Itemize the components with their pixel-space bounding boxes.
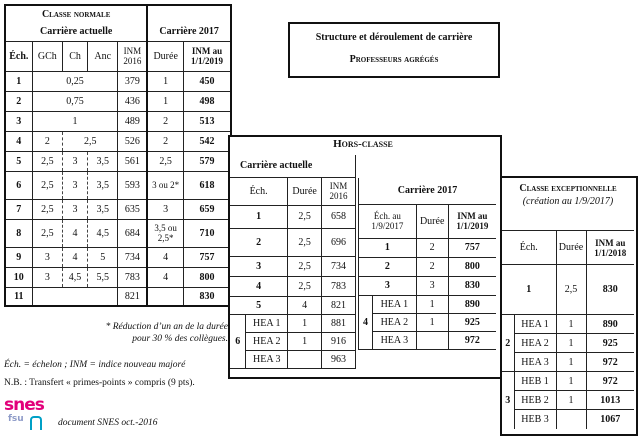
inm-cell: 1067 bbox=[586, 410, 634, 429]
ech-cell: 3 bbox=[359, 276, 417, 295]
duree-cell: 1 bbox=[556, 372, 586, 391]
table-row bbox=[502, 410, 634, 429]
col-inm2019: INM au 1/1/2019 bbox=[184, 41, 232, 71]
inm2019-cell: 757 bbox=[184, 247, 232, 267]
ech-cell: 4 bbox=[5, 131, 32, 151]
hc-col-ech: Éch. bbox=[230, 177, 288, 205]
table-row bbox=[230, 228, 356, 256]
ch-cell: 4 bbox=[63, 247, 88, 267]
ech-cell: HEA 2 bbox=[246, 332, 288, 350]
ech-cell: 6 bbox=[5, 171, 32, 199]
inm-cell: 830 bbox=[448, 276, 496, 295]
inm2016-cell: 734 bbox=[118, 247, 147, 267]
ech-cell: HEA 3 bbox=[514, 353, 556, 372]
ech-cell: 1 bbox=[502, 265, 556, 315]
ech-cell: HEA 1 bbox=[514, 315, 556, 334]
duree-cell: 2 bbox=[416, 257, 448, 276]
carriere-actuelle-label: Carrière actuelle bbox=[5, 23, 147, 41]
gch-cell: 2 bbox=[32, 131, 63, 151]
inm-cell: 963 bbox=[322, 350, 356, 368]
classe-exceptionnelle-title: Classe exceptionnelle bbox=[519, 183, 617, 194]
ech-cell: 5 bbox=[5, 151, 32, 171]
inm-cell: 783 bbox=[322, 276, 356, 296]
source-note: document SNES oct.-2016 bbox=[58, 418, 158, 428]
hc-col-duree: Durée bbox=[288, 177, 322, 205]
ech-cell: 1 bbox=[359, 238, 417, 257]
group-cell: 3 bbox=[502, 372, 514, 429]
transfert-note: N.B. : Transfert « primes-points » compris (9 pts). bbox=[4, 378, 195, 388]
table-row bbox=[359, 238, 497, 257]
inm-cell: 696 bbox=[322, 228, 356, 256]
table-row bbox=[230, 350, 356, 368]
inm2019-cell: 513 bbox=[184, 111, 232, 131]
col-inm2016: INM 2016 bbox=[118, 41, 147, 71]
inm-cell: 972 bbox=[586, 372, 634, 391]
hc-col-inm2019: INM au 1/1/2019 bbox=[448, 204, 496, 238]
duree-cell: 4 bbox=[288, 296, 322, 314]
table-row bbox=[5, 71, 231, 91]
table-row bbox=[359, 276, 497, 295]
ech-cell: 4 bbox=[230, 276, 288, 296]
gch-cell: 2,5 bbox=[32, 199, 63, 219]
inm2016-cell: 684 bbox=[118, 219, 147, 247]
duree-cell: 3 bbox=[147, 199, 183, 219]
classe-exceptionnelle-subtitle: (création au 1/9/2017) bbox=[522, 196, 614, 207]
ch-cell: 4 bbox=[63, 219, 88, 247]
inm-cell: 800 bbox=[448, 257, 496, 276]
ech-cell: 2 bbox=[230, 228, 288, 256]
inm2019-cell: 800 bbox=[184, 267, 232, 287]
inm2016-cell: 561 bbox=[118, 151, 147, 171]
table-row bbox=[230, 332, 356, 350]
anc-cell: 3,5 bbox=[87, 199, 118, 219]
table-row bbox=[502, 315, 634, 334]
classe-normale-title: Classe normale bbox=[5, 5, 147, 23]
gch-cell: 1 bbox=[32, 111, 118, 131]
anc-cell: 5,5 bbox=[87, 267, 118, 287]
col-gch: GCh bbox=[32, 41, 63, 71]
table-row bbox=[502, 372, 634, 391]
reduction-note-line1: * Réduction d’un an de la durée bbox=[105, 322, 228, 332]
group-cell: 4 bbox=[359, 295, 373, 349]
duree-cell: 3 bbox=[416, 276, 448, 295]
duree-cell: 1 bbox=[288, 332, 322, 350]
hc-col-ech-2017: Éch. au 1/9/2017 bbox=[359, 204, 417, 238]
table-row bbox=[502, 391, 634, 410]
snes-logo-text: snes bbox=[4, 395, 44, 415]
ech-cell: 3 bbox=[5, 111, 32, 131]
inm2016-cell: 379 bbox=[118, 71, 147, 91]
inm-cell: 734 bbox=[322, 256, 356, 276]
inm-cell: 972 bbox=[448, 331, 496, 349]
ech-cell: 2 bbox=[359, 257, 417, 276]
inm2019-cell: 579 bbox=[184, 151, 232, 171]
anc-cell: 3,5 bbox=[87, 151, 118, 171]
definitions-note: Éch. = échelon ; INM = indice nouveau majoré bbox=[4, 360, 186, 370]
table-row bbox=[5, 199, 231, 219]
table-row bbox=[230, 296, 356, 314]
table-row bbox=[5, 219, 231, 247]
duree-cell: 4 bbox=[147, 267, 183, 287]
inm-cell: 757 bbox=[448, 238, 496, 257]
table-row bbox=[230, 256, 356, 276]
inm-cell: 830 bbox=[586, 265, 634, 315]
document-subtitle: Professeurs agrégés bbox=[349, 54, 439, 65]
ech-cell: 10 bbox=[5, 267, 32, 287]
ech-cell: HEA 2 bbox=[372, 313, 416, 331]
hors-classe-2017-table bbox=[358, 178, 496, 350]
table-row bbox=[5, 111, 231, 131]
classe-normale-table bbox=[4, 4, 232, 307]
table-row bbox=[502, 265, 634, 315]
inm2019-cell: 659 bbox=[184, 199, 232, 219]
gch-cell: 0,75 bbox=[32, 91, 118, 111]
duree-cell: 2,5 bbox=[147, 151, 183, 171]
table-row bbox=[230, 276, 356, 296]
group-cell: 2 bbox=[502, 315, 514, 372]
table-row bbox=[230, 205, 356, 228]
inm-cell: 821 bbox=[322, 296, 356, 314]
ech-cell: 9 bbox=[5, 247, 32, 267]
ech-cell: 1 bbox=[5, 71, 32, 91]
inm-cell: 890 bbox=[586, 315, 634, 334]
duree-cell: 2,5 bbox=[288, 276, 322, 296]
table-row bbox=[359, 295, 497, 313]
duree-cell: 1 bbox=[416, 313, 448, 331]
inm-cell: 916 bbox=[322, 332, 356, 350]
ech-cell: 7 bbox=[5, 199, 32, 219]
anc-cell: 3,5 bbox=[87, 171, 118, 199]
ch-cell: 2,5 bbox=[63, 131, 118, 151]
inm2016-cell: 436 bbox=[118, 91, 147, 111]
duree-cell: 2,5 bbox=[556, 265, 586, 315]
hc-col-inm2016: INM 2016 bbox=[322, 177, 356, 205]
table-row bbox=[502, 334, 634, 353]
anc-cell: 4,5 bbox=[87, 219, 118, 247]
gch-cell: 2,5 bbox=[32, 151, 63, 171]
table-row bbox=[5, 267, 231, 287]
inm2016-cell: 593 bbox=[118, 171, 147, 199]
inm2016-cell: 635 bbox=[118, 199, 147, 219]
inm2019-cell: 450 bbox=[184, 71, 232, 91]
ch-cell: 3 bbox=[63, 151, 88, 171]
duree-cell: 4 bbox=[147, 247, 183, 267]
hors-classe-actuelle-table bbox=[230, 155, 356, 369]
hc-carriere-actuelle-label: Carrière actuelle bbox=[230, 155, 356, 177]
col-ch: Ch bbox=[63, 41, 88, 71]
ech-cell: 3 bbox=[230, 256, 288, 276]
ech-cell: 2 bbox=[5, 91, 32, 111]
table-row bbox=[5, 151, 231, 171]
inm-cell: 972 bbox=[586, 353, 634, 372]
col-ech: Éch. bbox=[5, 41, 32, 71]
duree-cell: 2,5 bbox=[288, 205, 322, 228]
duree-cell: 1 bbox=[288, 314, 322, 332]
duree-cell: 1 bbox=[556, 315, 586, 334]
fsu-logo-text: fsu bbox=[8, 414, 24, 424]
table-row bbox=[359, 313, 497, 331]
carriere-2017-label: Carrière 2017 bbox=[147, 23, 231, 41]
gch-cell: 2,5 bbox=[32, 171, 63, 199]
document-title: Structure et déroulement de carrière bbox=[315, 32, 473, 43]
gch-cell: 0,25 bbox=[32, 71, 118, 91]
anc-cell: 5 bbox=[87, 247, 118, 267]
duree-cell: 1 bbox=[556, 391, 586, 410]
table-row bbox=[359, 257, 497, 276]
duree-cell: 1 bbox=[556, 334, 586, 353]
inm2019-cell: 710 bbox=[184, 219, 232, 247]
reduction-note-line2: pour 30 % des collègues. bbox=[132, 334, 228, 344]
group-cell: 6 bbox=[230, 314, 246, 368]
ch-cell: 3 bbox=[63, 199, 88, 219]
ce-col-inm2018: INM au 1/1/2018 bbox=[586, 231, 634, 265]
duree-cell: 2,5 bbox=[288, 256, 322, 276]
ech-cell: HEA 3 bbox=[372, 331, 416, 349]
table-row bbox=[5, 131, 231, 151]
ech-cell: HEB 2 bbox=[514, 391, 556, 410]
ech-cell: 1 bbox=[230, 205, 288, 228]
inm-cell: 925 bbox=[586, 334, 634, 353]
col-duree: Durée bbox=[147, 41, 183, 71]
duree-cell: 2 bbox=[147, 111, 183, 131]
duree-cell: 1 bbox=[416, 295, 448, 313]
inm2016-cell: 526 bbox=[118, 131, 147, 151]
hc-carriere-2017-label: Carrière 2017 bbox=[359, 178, 497, 204]
inm-cell: 925 bbox=[448, 313, 496, 331]
ech-cell: HEA 2 bbox=[514, 334, 556, 353]
inm2019-cell: 542 bbox=[184, 131, 232, 151]
duree-cell: 1 bbox=[147, 71, 183, 91]
ch-cell: 3 bbox=[63, 171, 88, 199]
inm2016-cell: 821 bbox=[118, 287, 147, 306]
inm2016-cell: 783 bbox=[118, 267, 147, 287]
duree-cell: 2 bbox=[147, 131, 183, 151]
hc-col-duree-2017: Durée bbox=[416, 204, 448, 238]
table-row bbox=[5, 171, 231, 199]
ech-cell: HEA 3 bbox=[246, 350, 288, 368]
hors-classe-title: Hors-classe bbox=[333, 138, 393, 150]
duree-cell: 3 ou 2* bbox=[147, 171, 183, 199]
table-row bbox=[5, 91, 231, 111]
inm-cell: 890 bbox=[448, 295, 496, 313]
ech-cell: HEA 1 bbox=[372, 295, 416, 313]
inm2016-cell: 489 bbox=[118, 111, 147, 131]
gch-cell: 3 bbox=[32, 247, 63, 267]
table-row bbox=[5, 287, 231, 306]
ech-cell: HEB 1 bbox=[514, 372, 556, 391]
ech-cell: 5 bbox=[230, 296, 288, 314]
inm2019-cell: 498 bbox=[184, 91, 232, 111]
gch-cell: 2,5 bbox=[32, 219, 63, 247]
ech-cell: HEA 1 bbox=[246, 314, 288, 332]
inm-cell: 658 bbox=[322, 205, 356, 228]
inm2019-cell: 618 bbox=[184, 171, 232, 199]
table-row bbox=[502, 353, 634, 372]
duree-cell: 3,5 ou 2,5* bbox=[147, 219, 183, 247]
inm-cell: 1013 bbox=[586, 391, 634, 410]
ech-cell: 8 bbox=[5, 219, 32, 247]
duree-cell: 1 bbox=[147, 91, 183, 111]
ce-col-duree: Durée bbox=[556, 231, 586, 265]
col-anc: Anc bbox=[87, 41, 118, 71]
logo-figure-icon bbox=[30, 416, 42, 430]
classe-exceptionnelle-table bbox=[502, 230, 634, 429]
table-row bbox=[5, 247, 231, 267]
inm-cell: 881 bbox=[322, 314, 356, 332]
title-box bbox=[288, 22, 500, 78]
table-row bbox=[230, 314, 356, 332]
duree-cell: 1 bbox=[556, 353, 586, 372]
duree-cell: 2,5 bbox=[288, 228, 322, 256]
inm2019-cell: 830 bbox=[184, 287, 232, 306]
gch-cell: 3 bbox=[32, 267, 63, 287]
table-row bbox=[359, 331, 497, 349]
ech-cell: 11 bbox=[5, 287, 32, 306]
snes-logo bbox=[4, 396, 50, 436]
duree-cell: 2 bbox=[416, 238, 448, 257]
ech-cell: HEB 3 bbox=[514, 410, 556, 429]
ch-cell: 4,5 bbox=[63, 267, 88, 287]
ce-col-ech: Éch. bbox=[502, 231, 556, 265]
